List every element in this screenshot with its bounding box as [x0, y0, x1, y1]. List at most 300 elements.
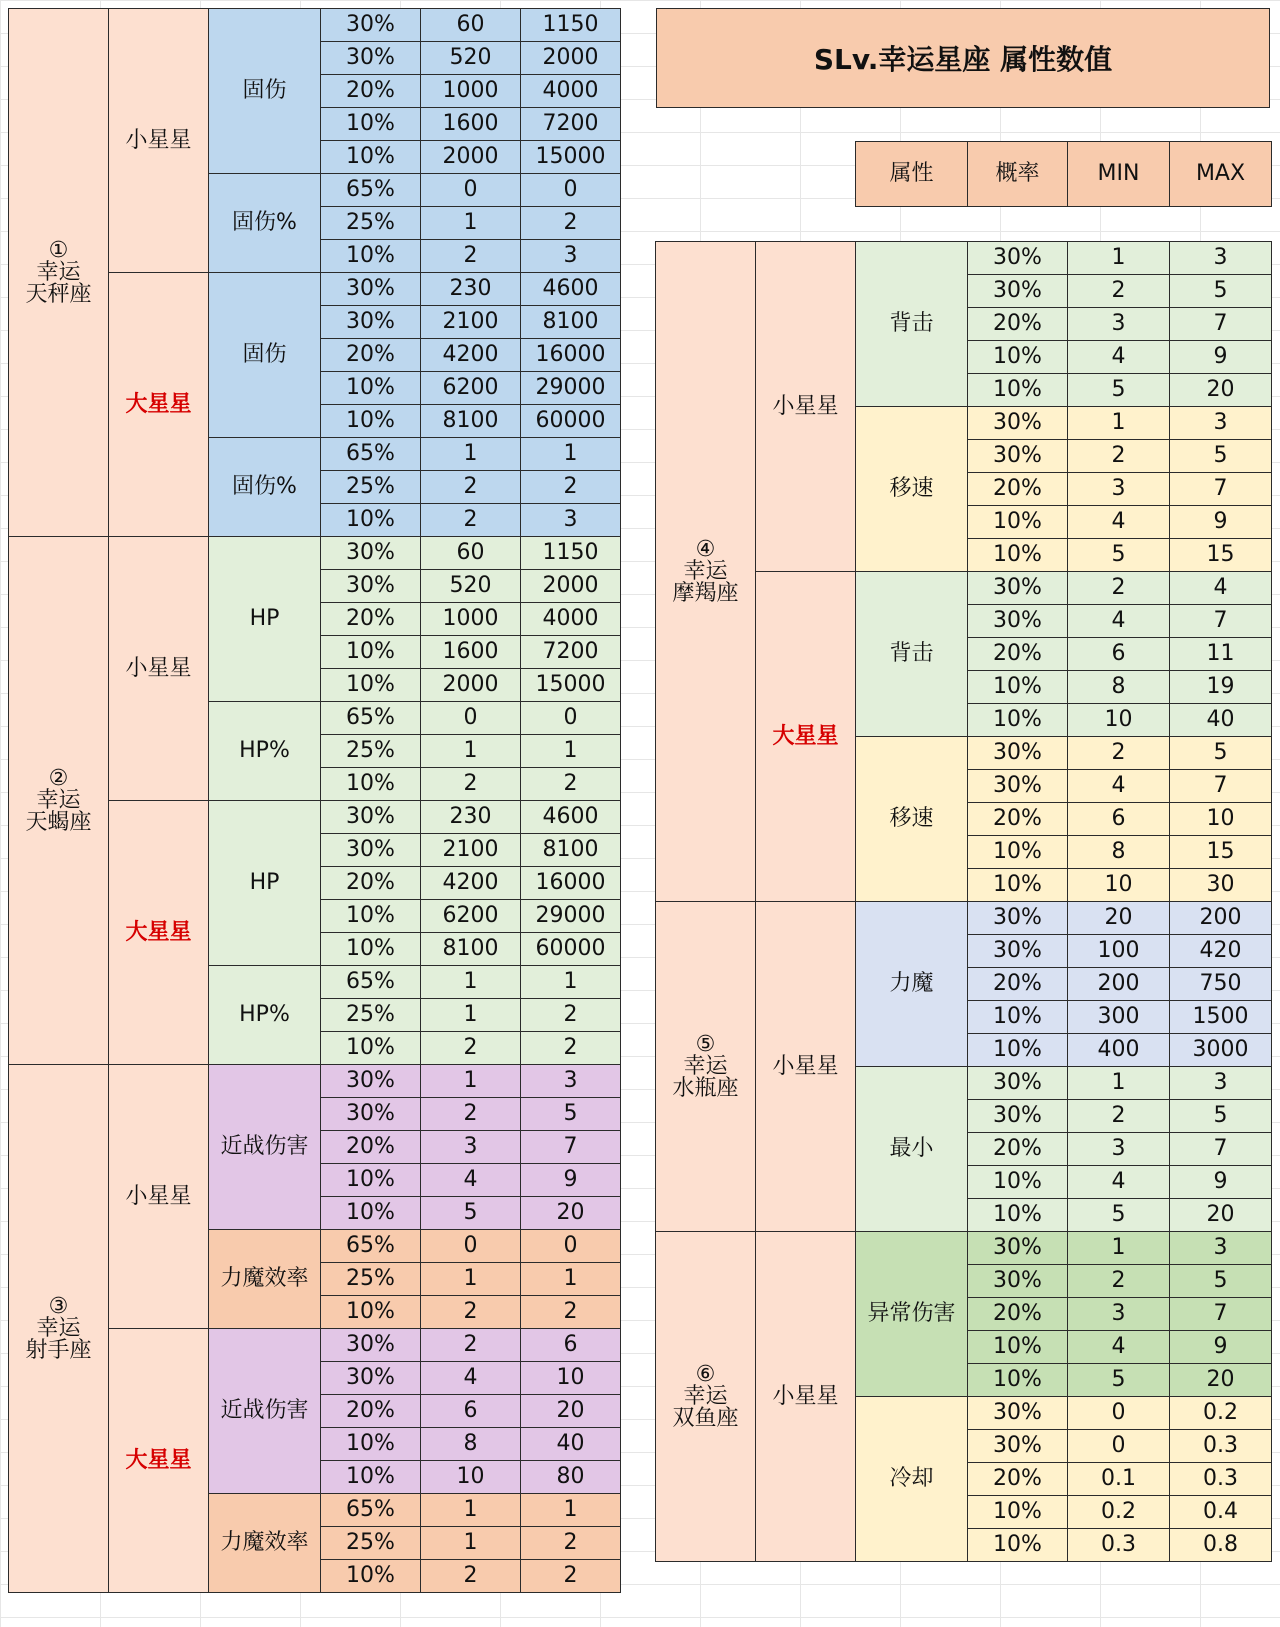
small-star-cell: 小星星	[756, 1232, 856, 1562]
probability-cell: 10%	[968, 1331, 1068, 1364]
constellation-line1: 幸运	[683, 1053, 728, 1079]
max-cell: 0.3	[1170, 1463, 1272, 1496]
min-cell: 520	[421, 42, 521, 75]
probability-cell: 25%	[321, 999, 421, 1032]
max-cell: 0.4	[1170, 1496, 1272, 1529]
max-cell: 7200	[521, 636, 621, 669]
probability-cell: 30%	[968, 275, 1068, 308]
attribute-cell: HP%	[209, 702, 321, 801]
probability-cell: 30%	[968, 1232, 1068, 1265]
probability-cell: 20%	[321, 75, 421, 108]
constellation-line2: 双鱼座	[672, 1405, 739, 1431]
probability-cell: 10%	[321, 1296, 421, 1329]
probability-cell: 10%	[321, 108, 421, 141]
max-cell: 4000	[521, 603, 621, 636]
probability-cell: 20%	[321, 1395, 421, 1428]
attribute-cell: HP%	[209, 966, 321, 1065]
constellation-cell	[656, 242, 756, 902]
constellation-line2: 射手座	[25, 1337, 92, 1363]
min-cell: 5	[1068, 374, 1170, 407]
table-row	[656, 902, 1272, 935]
min-cell: 400	[1068, 1034, 1170, 1067]
max-cell: 9	[1170, 506, 1272, 539]
probability-cell: 30%	[968, 242, 1068, 275]
max-cell: 0	[521, 174, 621, 207]
max-cell: 2000	[521, 570, 621, 603]
min-cell: 4	[1068, 506, 1170, 539]
max-cell: 7	[1170, 1133, 1272, 1166]
max-cell: 5	[1170, 737, 1272, 770]
max-cell: 7	[1170, 605, 1272, 638]
max-cell: 9	[521, 1164, 621, 1197]
max-cell: 20	[1170, 1364, 1272, 1397]
max-cell: 3	[1170, 407, 1272, 440]
attribute-cell: 移速	[856, 737, 968, 902]
column-header-table	[855, 141, 1272, 207]
min-cell: 10	[421, 1461, 521, 1494]
constellation-line1: 幸运	[683, 1383, 728, 1409]
probability-cell: 20%	[968, 1133, 1068, 1166]
max-cell: 1	[521, 1494, 621, 1527]
min-cell: 100	[1068, 935, 1170, 968]
min-cell: 4200	[421, 339, 521, 372]
attribute-cell: 背击	[856, 242, 968, 407]
attribute-cell: 近战伤害	[209, 1065, 321, 1230]
probability-cell: 20%	[321, 1131, 421, 1164]
attribute-cell: 最小	[856, 1067, 968, 1232]
max-cell: 80	[521, 1461, 621, 1494]
constellation-line2: 摩羯座	[672, 580, 739, 606]
max-cell: 2	[521, 1527, 621, 1560]
max-cell: 10	[1170, 803, 1272, 836]
min-cell: 8100	[421, 405, 521, 438]
attribute-cell: 移速	[856, 407, 968, 572]
min-cell: 520	[421, 570, 521, 603]
max-cell: 9	[1170, 1331, 1272, 1364]
probability-cell: 10%	[321, 141, 421, 174]
min-cell: 2100	[421, 306, 521, 339]
max-cell: 7	[1170, 770, 1272, 803]
probability-cell: 30%	[321, 801, 421, 834]
header-min: MIN	[1068, 142, 1170, 207]
min-cell: 1	[421, 438, 521, 471]
min-cell: 2	[421, 1560, 521, 1593]
min-cell: 4	[1068, 1331, 1170, 1364]
probability-cell: 25%	[321, 207, 421, 240]
min-cell: 0.1	[1068, 1463, 1170, 1496]
min-cell: 2	[421, 504, 521, 537]
probability-cell: 20%	[321, 867, 421, 900]
min-cell: 6200	[421, 900, 521, 933]
max-cell: 5	[1170, 440, 1272, 473]
attribute-cell: 力魔	[856, 902, 968, 1067]
max-cell: 10	[521, 1362, 621, 1395]
max-cell: 40	[1170, 704, 1272, 737]
min-cell: 2	[421, 1032, 521, 1065]
probability-cell: 30%	[321, 306, 421, 339]
max-cell: 200	[1170, 902, 1272, 935]
big-star-cell: 大星星	[109, 1329, 209, 1593]
min-cell: 1	[421, 999, 521, 1032]
probability-cell: 10%	[968, 704, 1068, 737]
probability-cell: 10%	[968, 836, 1068, 869]
max-cell: 4	[1170, 572, 1272, 605]
max-cell: 0	[521, 1230, 621, 1263]
max-cell: 4600	[521, 801, 621, 834]
small-star-cell: 小星星	[756, 902, 856, 1232]
attribute-cell: 近战伤害	[209, 1329, 321, 1494]
min-cell: 8	[421, 1428, 521, 1461]
constellation-line1: 幸运	[683, 558, 728, 584]
constellation-line1: 幸运	[36, 1315, 81, 1341]
min-cell: 0	[1068, 1397, 1170, 1430]
max-cell: 8100	[521, 834, 621, 867]
min-cell: 6200	[421, 372, 521, 405]
probability-cell: 65%	[321, 702, 421, 735]
probability-cell: 30%	[968, 1100, 1068, 1133]
probability-cell: 30%	[968, 935, 1068, 968]
max-cell: 60000	[521, 405, 621, 438]
table-row	[656, 1232, 1272, 1265]
min-cell: 300	[1068, 1001, 1170, 1034]
probability-cell: 10%	[968, 506, 1068, 539]
min-cell: 5	[1068, 1199, 1170, 1232]
table-row	[9, 9, 621, 42]
max-cell: 1	[521, 1263, 621, 1296]
min-cell: 8	[1068, 836, 1170, 869]
min-cell: 5	[1068, 539, 1170, 572]
max-cell: 9	[1170, 1166, 1272, 1199]
constellation-line1: 幸运	[36, 259, 81, 285]
probability-cell: 30%	[968, 572, 1068, 605]
min-cell: 2	[421, 1098, 521, 1131]
probability-cell: 20%	[321, 339, 421, 372]
small-star-cell: 小星星	[109, 1065, 209, 1329]
constellation-line2: 水瓶座	[672, 1075, 739, 1101]
probability-cell: 65%	[321, 174, 421, 207]
constellation-cell	[9, 1065, 109, 1593]
min-cell: 8100	[421, 933, 521, 966]
min-cell: 1	[421, 966, 521, 999]
min-cell: 10	[1068, 704, 1170, 737]
max-cell: 0.8	[1170, 1529, 1272, 1562]
big-star-cell: 大星星	[109, 801, 209, 1065]
probability-cell: 20%	[968, 1298, 1068, 1331]
max-cell: 16000	[521, 339, 621, 372]
min-cell: 2	[1068, 1265, 1170, 1298]
max-cell: 4000	[521, 75, 621, 108]
min-cell: 4	[1068, 341, 1170, 374]
constellation-num: ③	[48, 1293, 69, 1319]
max-cell: 5	[1170, 1265, 1272, 1298]
probability-cell: 10%	[968, 1001, 1068, 1034]
min-cell: 2	[421, 768, 521, 801]
min-cell: 1	[1068, 1067, 1170, 1100]
attribute-cell: 固伤%	[209, 438, 321, 537]
min-cell: 3	[1068, 1298, 1170, 1331]
probability-cell: 10%	[968, 1364, 1068, 1397]
min-cell: 1000	[421, 603, 521, 636]
max-cell: 20	[521, 1197, 621, 1230]
constellation-cell	[9, 9, 109, 537]
min-cell: 4	[1068, 1166, 1170, 1199]
probability-cell: 10%	[321, 405, 421, 438]
probability-cell: 30%	[968, 605, 1068, 638]
max-cell: 3000	[1170, 1034, 1272, 1067]
probability-cell: 10%	[321, 669, 421, 702]
constellation-num: ⑤	[695, 1031, 716, 1057]
probability-cell: 30%	[968, 1430, 1068, 1463]
max-cell: 9	[1170, 341, 1272, 374]
max-cell: 3	[521, 504, 621, 537]
max-cell: 19	[1170, 671, 1272, 704]
max-cell: 20	[521, 1395, 621, 1428]
constellation-cell	[9, 537, 109, 1065]
min-cell: 2000	[421, 669, 521, 702]
max-cell: 2	[521, 471, 621, 504]
constellation-num: ⑥	[695, 1361, 716, 1387]
constellation-num: ②	[48, 765, 69, 791]
probability-cell: 25%	[321, 1263, 421, 1296]
min-cell: 0.2	[1068, 1496, 1170, 1529]
attribute-cell: 力魔效率	[209, 1230, 321, 1329]
attribute-cell: HP	[209, 537, 321, 702]
min-cell: 2	[421, 1329, 521, 1362]
min-cell: 0	[1068, 1430, 1170, 1463]
probability-cell: 10%	[321, 240, 421, 273]
probability-cell: 65%	[321, 1230, 421, 1263]
max-cell: 1150	[521, 537, 621, 570]
min-cell: 1	[421, 1263, 521, 1296]
probability-cell: 10%	[321, 768, 421, 801]
constellation-cell	[656, 1232, 756, 1562]
min-cell: 200	[1068, 968, 1170, 1001]
header-max: MAX	[1170, 142, 1272, 207]
min-cell: 5	[421, 1197, 521, 1230]
max-cell: 1	[521, 438, 621, 471]
max-cell: 20	[1170, 1199, 1272, 1232]
max-cell: 40	[521, 1428, 621, 1461]
table-row	[9, 1065, 621, 1098]
constellation-cell	[656, 902, 756, 1232]
probability-cell: 30%	[321, 537, 421, 570]
attribute-cell: 背击	[856, 572, 968, 737]
max-cell: 7	[1170, 473, 1272, 506]
probability-cell: 25%	[321, 735, 421, 768]
min-cell: 1600	[421, 636, 521, 669]
min-cell: 4	[421, 1164, 521, 1197]
max-cell: 1500	[1170, 1001, 1272, 1034]
probability-cell: 20%	[968, 308, 1068, 341]
min-cell: 1	[421, 1065, 521, 1098]
max-cell: 15000	[521, 669, 621, 702]
min-cell: 4200	[421, 867, 521, 900]
max-cell: 3	[1170, 1232, 1272, 1265]
probability-cell: 30%	[321, 9, 421, 42]
table-row	[9, 537, 621, 570]
min-cell: 4	[1068, 605, 1170, 638]
max-cell: 2	[521, 999, 621, 1032]
min-cell: 1	[421, 1494, 521, 1527]
min-cell: 1	[421, 735, 521, 768]
min-cell: 2	[1068, 572, 1170, 605]
left-stats-table	[8, 8, 621, 1593]
min-cell: 6	[421, 1395, 521, 1428]
probability-cell: 30%	[968, 902, 1068, 935]
probability-cell: 10%	[968, 869, 1068, 902]
big-star-cell: 大星星	[109, 273, 209, 537]
constellation-line2: 天秤座	[25, 281, 92, 307]
max-cell: 3	[521, 240, 621, 273]
right-stats-table	[655, 241, 1272, 1562]
max-cell: 20	[1170, 374, 1272, 407]
probability-cell: 20%	[968, 473, 1068, 506]
attribute-cell: 冷却	[856, 1397, 968, 1562]
probability-cell: 10%	[321, 1164, 421, 1197]
max-cell: 2	[521, 1560, 621, 1593]
min-cell: 0	[421, 1230, 521, 1263]
probability-cell: 10%	[321, 1428, 421, 1461]
probability-cell: 30%	[321, 42, 421, 75]
min-cell: 3	[1068, 473, 1170, 506]
probability-cell: 10%	[968, 1199, 1068, 1232]
attribute-cell: 异常伤害	[856, 1232, 968, 1397]
probability-cell: 10%	[321, 372, 421, 405]
probability-cell: 30%	[321, 273, 421, 306]
max-cell: 30	[1170, 869, 1272, 902]
probability-cell: 30%	[968, 407, 1068, 440]
min-cell: 60	[421, 9, 521, 42]
max-cell: 8100	[521, 306, 621, 339]
max-cell: 3	[521, 1065, 621, 1098]
probability-cell: 10%	[968, 1496, 1068, 1529]
probability-cell: 10%	[321, 933, 421, 966]
min-cell: 1	[1068, 1232, 1170, 1265]
min-cell: 2000	[421, 141, 521, 174]
min-cell: 2	[421, 1296, 521, 1329]
probability-cell: 30%	[321, 1362, 421, 1395]
min-cell: 1	[1068, 407, 1170, 440]
probability-cell: 65%	[321, 966, 421, 999]
probability-cell: 30%	[321, 834, 421, 867]
attribute-cell: 固伤%	[209, 174, 321, 273]
probability-cell: 30%	[321, 1329, 421, 1362]
max-cell: 0.2	[1170, 1397, 1272, 1430]
probability-cell: 30%	[968, 1265, 1068, 1298]
max-cell: 4600	[521, 273, 621, 306]
header-row	[856, 142, 1272, 207]
probability-cell: 30%	[968, 770, 1068, 803]
min-cell: 0	[421, 174, 521, 207]
max-cell: 5	[521, 1098, 621, 1131]
max-cell: 5	[1170, 275, 1272, 308]
probability-cell: 65%	[321, 1494, 421, 1527]
min-cell: 2	[1068, 1100, 1170, 1133]
min-cell: 4	[421, 1362, 521, 1395]
max-cell: 6	[521, 1329, 621, 1362]
max-cell: 1	[521, 735, 621, 768]
max-cell: 29000	[521, 900, 621, 933]
attribute-cell: HP	[209, 801, 321, 966]
max-cell: 3	[1170, 242, 1272, 275]
max-cell: 7	[1170, 308, 1272, 341]
probability-cell: 30%	[321, 1065, 421, 1098]
max-cell: 5	[1170, 1100, 1272, 1133]
small-star-cell: 小星星	[756, 242, 856, 572]
max-cell: 1	[521, 966, 621, 999]
max-cell: 750	[1170, 968, 1272, 1001]
max-cell: 0	[521, 702, 621, 735]
probability-cell: 10%	[968, 1529, 1068, 1562]
max-cell: 3	[1170, 1067, 1272, 1100]
probability-cell: 25%	[321, 471, 421, 504]
max-cell: 2	[521, 1296, 621, 1329]
constellation-line1: 幸运	[36, 787, 81, 813]
max-cell: 15000	[521, 141, 621, 174]
probability-cell: 10%	[968, 341, 1068, 374]
max-cell: 2	[521, 768, 621, 801]
max-cell: 2	[521, 207, 621, 240]
probability-cell: 30%	[321, 1098, 421, 1131]
probability-cell: 30%	[968, 1397, 1068, 1430]
min-cell: 0	[421, 702, 521, 735]
small-star-cell: 小星星	[109, 537, 209, 801]
min-cell: 3	[1068, 1133, 1170, 1166]
attribute-cell: 固伤	[209, 9, 321, 174]
max-cell: 7	[521, 1131, 621, 1164]
probability-cell: 20%	[968, 638, 1068, 671]
probability-cell: 20%	[968, 803, 1068, 836]
max-cell: 60000	[521, 933, 621, 966]
min-cell: 2	[421, 471, 521, 504]
min-cell: 2100	[421, 834, 521, 867]
min-cell: 230	[421, 801, 521, 834]
probability-cell: 30%	[968, 440, 1068, 473]
probability-cell: 10%	[321, 1032, 421, 1065]
probability-cell: 65%	[321, 438, 421, 471]
probability-cell: 30%	[321, 570, 421, 603]
constellation-num: ①	[48, 237, 69, 263]
constellation-num: ④	[695, 536, 716, 562]
max-cell: 2	[521, 1032, 621, 1065]
min-cell: 3	[1068, 308, 1170, 341]
probability-cell: 20%	[321, 603, 421, 636]
probability-cell: 10%	[968, 1166, 1068, 1199]
header-probability: 概率	[968, 142, 1068, 207]
probability-cell: 10%	[968, 539, 1068, 572]
min-cell: 1600	[421, 108, 521, 141]
max-cell: 7200	[521, 108, 621, 141]
min-cell: 3	[421, 1131, 521, 1164]
min-cell: 2	[1068, 275, 1170, 308]
probability-cell: 25%	[321, 1527, 421, 1560]
probability-cell: 10%	[321, 504, 421, 537]
probability-cell: 20%	[968, 968, 1068, 1001]
min-cell: 6	[1068, 803, 1170, 836]
max-cell: 11	[1170, 638, 1272, 671]
table-row	[656, 242, 1272, 275]
min-cell: 1	[1068, 242, 1170, 275]
big-star-cell: 大星星	[756, 572, 856, 902]
min-cell: 2	[1068, 737, 1170, 770]
min-cell: 2	[1068, 440, 1170, 473]
max-cell: 29000	[521, 372, 621, 405]
min-cell: 6	[1068, 638, 1170, 671]
sheet-title: SLv.幸运星座 属性数值	[656, 8, 1270, 108]
probability-cell: 10%	[968, 374, 1068, 407]
header-attr: 属性	[856, 142, 968, 207]
probability-cell: 10%	[968, 671, 1068, 704]
